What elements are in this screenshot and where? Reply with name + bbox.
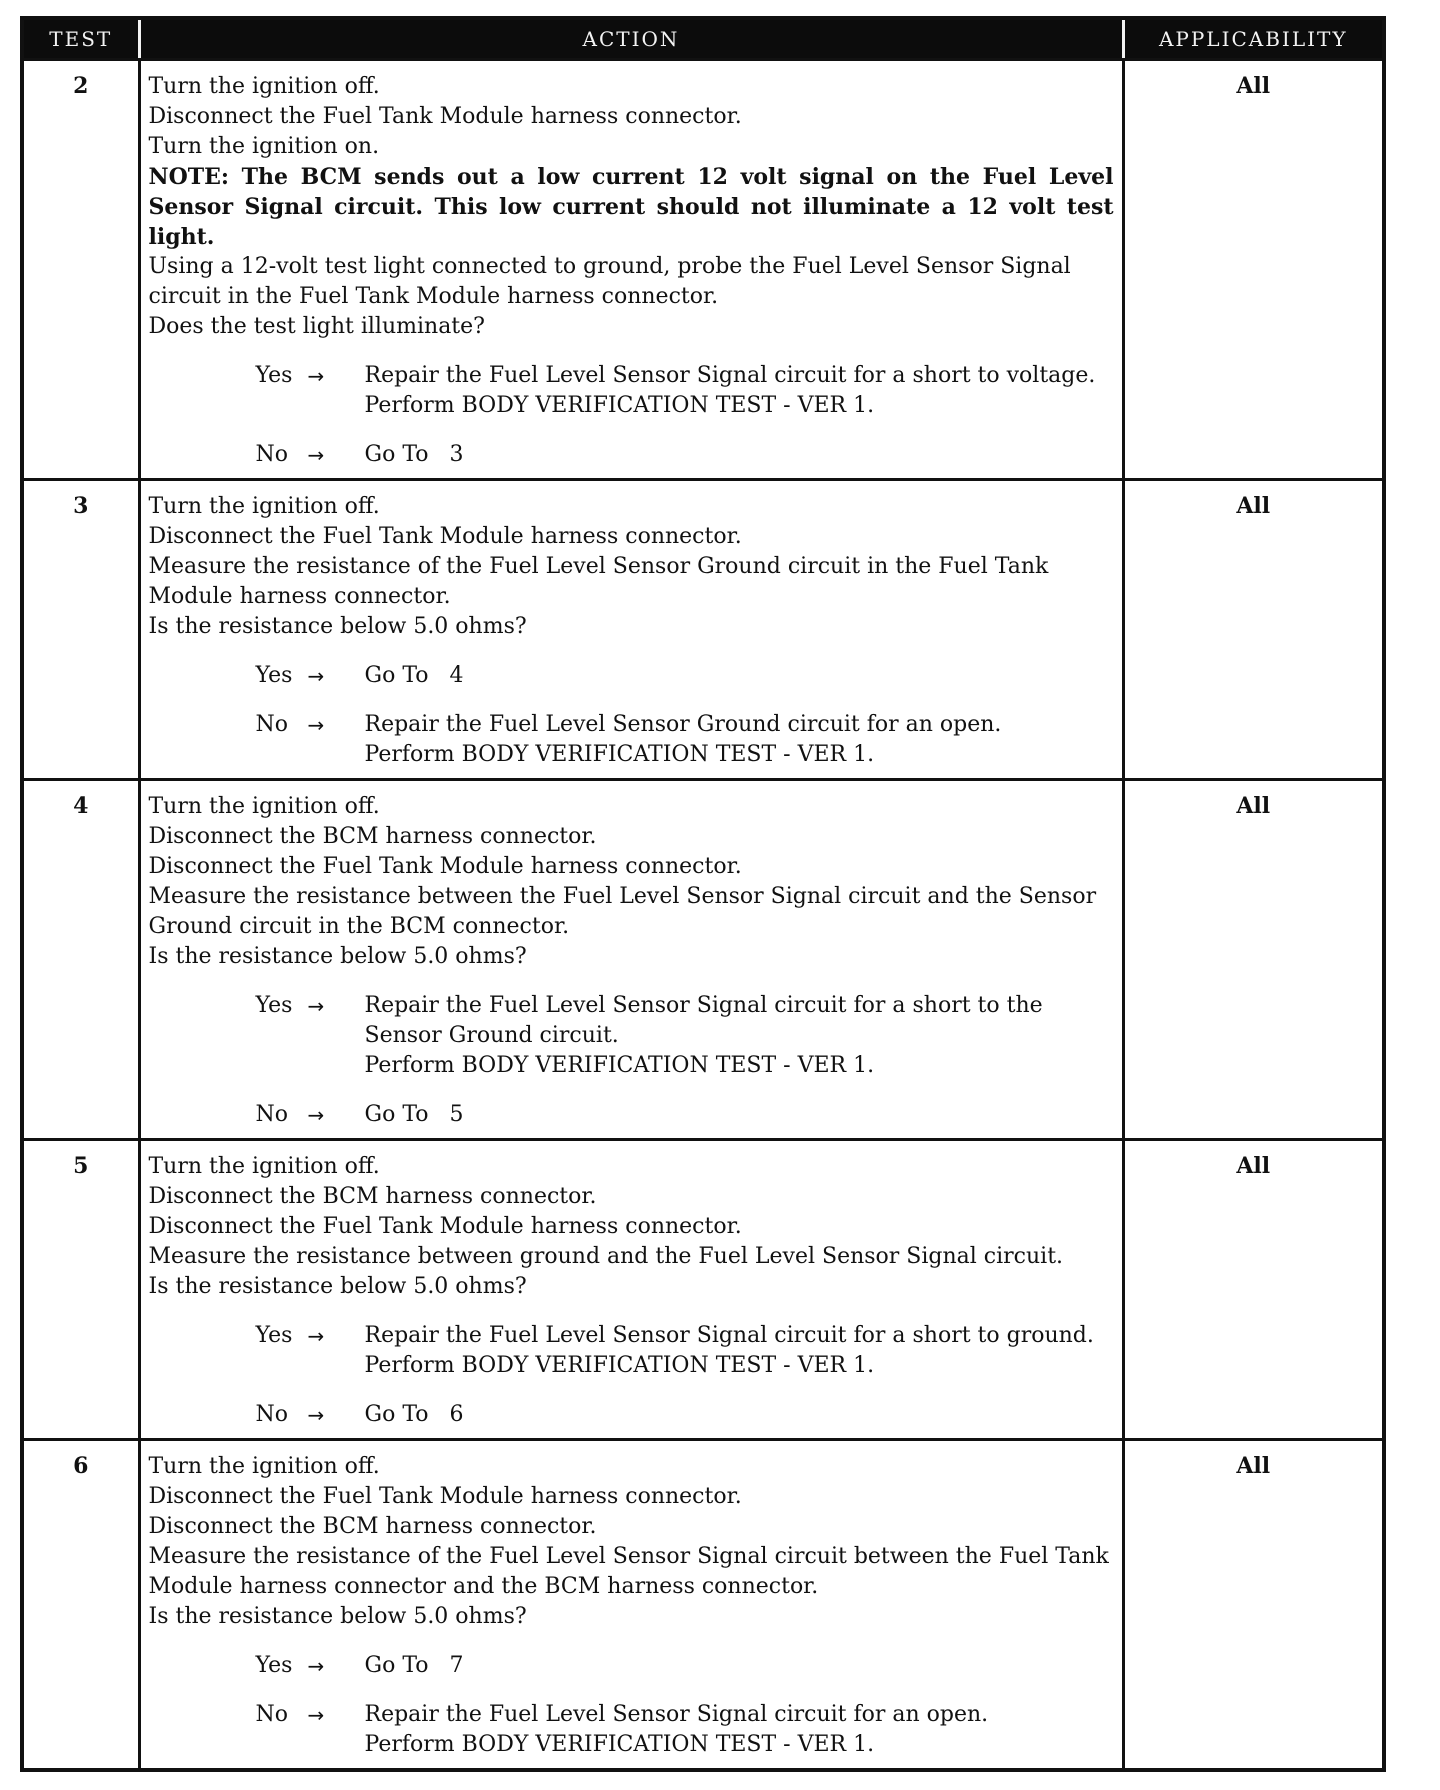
action-step: Turn the ignition off. bbox=[148, 494, 380, 519]
answer-branch bbox=[256, 710, 1114, 770]
action-step: Turn the ignition off. bbox=[148, 794, 380, 819]
right-arrow-icon: → bbox=[307, 1324, 325, 1348]
header-action: ACTION bbox=[139, 18, 1123, 60]
right-arrow-icon: → bbox=[307, 1654, 325, 1678]
answer-result-line: Go To 5 bbox=[364, 1102, 464, 1127]
answer-result bbox=[365, 1651, 1114, 1681]
answer-result-line: Repair the Fuel Level Sensor Signal circuit for an open. bbox=[364, 1702, 989, 1727]
action-step: Measure the resistance between the Fuel Level Sensor Signal circuit and the Sensor Ground circuit in the BCM connector. bbox=[148, 884, 1097, 939]
diagnostic-test-table bbox=[20, 16, 1386, 1772]
answer-branch bbox=[256, 991, 1114, 1081]
action-step: Is the resistance below 5.0 ohms? bbox=[148, 1274, 527, 1299]
answer-branch bbox=[256, 1651, 1114, 1681]
answer-result-line: Repair the Fuel Level Sensor Signal circuit for a short to voltage. bbox=[364, 363, 1096, 388]
action-step: Measure the resistance between ground and the Fuel Level Sensor Signal circuit. bbox=[148, 1244, 1064, 1269]
answer-result-line: Perform BODY VERIFICATION TEST - VER 1. bbox=[364, 1732, 875, 1757]
right-arrow-icon: → bbox=[307, 1703, 325, 1727]
answer-result bbox=[365, 710, 1114, 770]
test-number: 5 bbox=[22, 1140, 139, 1440]
right-arrow-icon: → bbox=[307, 664, 325, 688]
table-row bbox=[22, 1140, 1384, 1440]
header-applicability: APPLICABILITY bbox=[1123, 18, 1384, 60]
right-arrow-icon: → bbox=[307, 443, 325, 467]
answer-result-line: Repair the Fuel Level Sensor Signal circuit for a short to the Sensor Ground circuit. bbox=[364, 993, 1050, 1048]
answer-label: No bbox=[255, 712, 288, 737]
answer-label: Yes bbox=[255, 1653, 293, 1678]
action-step: Disconnect the Fuel Tank Module harness connector. bbox=[148, 1484, 742, 1509]
right-arrow-icon: → bbox=[307, 1403, 325, 1427]
action-step: Disconnect the BCM harness connector. bbox=[148, 1184, 597, 1209]
action-cell bbox=[139, 480, 1123, 780]
action-step: Disconnect the BCM harness connector. bbox=[148, 1514, 597, 1539]
action-note: NOTE: The BCM sends out a low current 12 volt signal on the Fuel Level Sensor Signal circuit. This low current should not illuminate a 12 volt test light. bbox=[148, 164, 1114, 250]
action-step: Disconnect the Fuel Tank Module harness connector. bbox=[148, 104, 742, 129]
right-arrow-icon: → bbox=[307, 1103, 325, 1127]
action-cell bbox=[139, 1440, 1123, 1771]
header-test: TEST bbox=[22, 18, 139, 60]
answer-result bbox=[365, 991, 1114, 1081]
answer-branch bbox=[256, 1100, 1114, 1130]
answer-result bbox=[365, 361, 1114, 421]
test-number: 3 bbox=[22, 480, 139, 780]
test-number: 6 bbox=[22, 1440, 139, 1771]
answer-result-line: Repair the Fuel Level Sensor Ground circuit for an open. bbox=[364, 712, 1002, 737]
answer-label: Yes bbox=[255, 993, 293, 1018]
answer-result bbox=[365, 1700, 1114, 1760]
answer-result-line: Repair the Fuel Level Sensor Signal circuit for a short to ground. bbox=[364, 1323, 1094, 1348]
table-row bbox=[22, 1440, 1384, 1771]
answer-label: No bbox=[255, 1102, 288, 1127]
test-number: 4 bbox=[22, 780, 139, 1140]
action-step: Disconnect the Fuel Tank Module harness connector. bbox=[148, 1214, 742, 1239]
answer-result-line: Perform BODY VERIFICATION TEST - VER 1. bbox=[364, 393, 875, 418]
answer-label: No bbox=[255, 1402, 288, 1427]
table-row bbox=[22, 780, 1384, 1140]
action-step: Measure the resistance of the Fuel Level Sensor Signal circuit between the Fuel Tank Module harness connector and the BCM harness connector. bbox=[148, 1544, 1109, 1599]
answer-branch bbox=[256, 1700, 1114, 1760]
table-body bbox=[22, 60, 1384, 1771]
table-row bbox=[22, 480, 1384, 780]
action-step: Is the resistance below 5.0 ohms? bbox=[148, 614, 527, 639]
answer-result bbox=[365, 1400, 1114, 1430]
action-step: Disconnect the Fuel Tank Module harness connector. bbox=[148, 854, 742, 879]
answer-result-line: Go To 3 bbox=[364, 442, 464, 467]
answer-result bbox=[365, 440, 1114, 470]
action-step: Does the test light illuminate? bbox=[148, 314, 485, 339]
answer-result-line: Perform BODY VERIFICATION TEST - VER 1. bbox=[364, 1053, 875, 1078]
test-number: 2 bbox=[22, 60, 139, 480]
applicability-value: All bbox=[1123, 1440, 1384, 1771]
applicability-value: All bbox=[1123, 480, 1384, 780]
right-arrow-icon: → bbox=[307, 994, 325, 1018]
action-step: Disconnect the Fuel Tank Module harness connector. bbox=[148, 524, 742, 549]
answer-result-line: Perform BODY VERIFICATION TEST - VER 1. bbox=[364, 1353, 875, 1378]
action-step: Is the resistance below 5.0 ohms? bbox=[148, 944, 527, 969]
answer-branch bbox=[256, 361, 1114, 421]
answer-result-line: Go To 7 bbox=[364, 1653, 464, 1678]
action-step: Turn the ignition off. bbox=[148, 1154, 380, 1179]
answer-result-line: Perform BODY VERIFICATION TEST - VER 1. bbox=[364, 742, 875, 767]
action-step: Turn the ignition off. bbox=[148, 1454, 380, 1479]
answer-label: No bbox=[255, 442, 288, 467]
action-cell bbox=[139, 60, 1123, 480]
answer-branch bbox=[256, 661, 1114, 691]
answer-label: Yes bbox=[255, 663, 293, 688]
answer-result-line: Go To 4 bbox=[364, 663, 464, 688]
action-step: Using a 12-volt test light connected to ground, probe the Fuel Level Sensor Signal circuit in the Fuel Tank Module harness connector. bbox=[148, 254, 1071, 309]
table-row bbox=[22, 60, 1384, 480]
applicability-value: All bbox=[1123, 780, 1384, 1140]
answer-label: No bbox=[255, 1702, 288, 1727]
action-step: Is the resistance below 5.0 ohms? bbox=[148, 1604, 527, 1629]
answer-branch bbox=[256, 1321, 1114, 1381]
answer-result bbox=[365, 1321, 1114, 1381]
applicability-value: All bbox=[1123, 1140, 1384, 1440]
answer-result bbox=[365, 1100, 1114, 1130]
answer-label: Yes bbox=[255, 363, 293, 388]
answer-branch bbox=[256, 1400, 1114, 1430]
action-step: Disconnect the BCM harness connector. bbox=[148, 824, 597, 849]
action-step: Turn the ignition on. bbox=[148, 134, 380, 159]
answer-label: Yes bbox=[255, 1323, 293, 1348]
answer-result-line: Go To 6 bbox=[364, 1402, 464, 1427]
right-arrow-icon: → bbox=[307, 364, 325, 388]
answer-result bbox=[365, 661, 1114, 691]
answer-branch bbox=[256, 440, 1114, 470]
table-header bbox=[22, 18, 1384, 60]
action-step: Measure the resistance of the Fuel Level Sensor Ground circuit in the Fuel Tank Module harness connector. bbox=[148, 554, 1049, 609]
action-cell bbox=[139, 1140, 1123, 1440]
applicability-value: All bbox=[1123, 60, 1384, 480]
right-arrow-icon: → bbox=[307, 713, 325, 737]
action-step: Turn the ignition off. bbox=[148, 74, 380, 99]
action-cell bbox=[139, 780, 1123, 1140]
